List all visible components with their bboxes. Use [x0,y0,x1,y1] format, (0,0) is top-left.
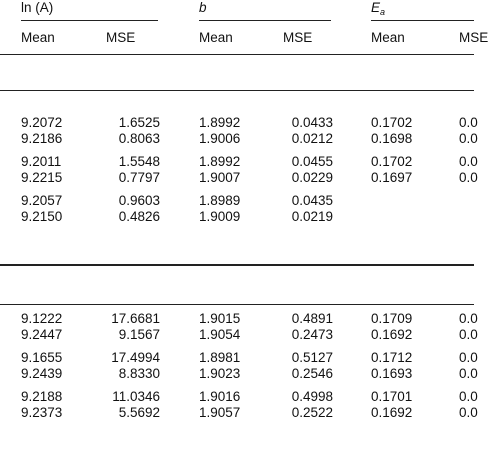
table-cell: 9.2447 [21,327,63,342]
table-cell: 0.4998 [291,389,333,404]
table-cell: 9.1567 [118,327,160,342]
section-1-top-rule [0,90,474,91]
table-cell: 0.0 [459,170,478,185]
subheader-mean-3: Mean [371,30,405,45]
table-cell: 0.7797 [118,170,160,185]
table-cell: 8.8330 [118,366,160,381]
table-cell: 1.8992 [199,115,241,130]
header-ea [371,0,385,20]
table-cell: 0.0455 [291,154,333,169]
header-ea-sub: a [380,7,386,17]
table-cell: 0.2473 [291,327,333,342]
table-cell: 9.2439 [21,366,63,381]
table-cell: 1.9007 [199,170,241,185]
table-cell: 9.2011 [21,154,62,169]
table-cell: 0.0 [459,327,478,342]
table-cell: 0.0 [459,131,478,146]
table-cell: 0.1693 [371,366,413,381]
table-cell: 0.0212 [291,131,333,146]
table-cell: 0.1698 [371,131,413,146]
table-cell: 0.1712 [371,350,413,365]
table-cell: 0.0 [459,115,478,130]
table-cell: 0.0 [459,350,478,365]
subheader-mse-3: MSE [459,30,488,45]
table-cell: 0.0 [459,389,478,404]
table-cell: 1.5548 [118,154,160,169]
header-ea-base: E [371,0,381,15]
table-cell: 9.2373 [21,405,63,420]
table-cell: 0.0 [459,405,478,420]
header-rule-2 [199,20,331,21]
table-cell: 0.5127 [291,350,333,365]
subheader-rule [0,54,474,55]
table-cell: 9.2072 [21,115,63,130]
table-cell: 0.4891 [291,311,333,326]
table-cell: 0.1697 [371,170,413,185]
table-cell: 0.0219 [291,209,333,224]
table-cell: 0.0229 [291,170,333,185]
table-cell: 0.0 [459,311,478,326]
table-cell: 0.1702 [371,115,413,130]
table-cell: 0.8063 [118,131,160,146]
table-cell: 0.1709 [371,311,413,326]
table-cell: 1.9006 [199,131,241,146]
table-cell: 0.4826 [118,209,160,224]
table-cell: 9.2215 [21,170,63,185]
subheader-mse-1: MSE [106,30,136,45]
header-rule-1 [21,20,158,21]
table-cell: 1.6525 [118,115,160,130]
table-cell: 1.8989 [199,193,241,208]
table-cell: 9.2150 [21,209,63,224]
table-cell: 0.1692 [371,327,413,342]
header-rule-3 [371,20,474,21]
table-cell: 1.9057 [199,405,241,420]
table-cell: 1.8992 [199,154,241,169]
table-cell: 0.0433 [291,115,333,130]
table-cell: 17.6681 [111,311,160,326]
table-cell: 0.1702 [371,154,413,169]
table-cell: 9.2057 [21,193,63,208]
section-2-top-rule [0,304,474,305]
subheader-mean-1: Mean [21,30,55,45]
table-cell: 0.0 [459,366,478,381]
header-ln-a: ln (A) [21,0,54,15]
table-cell: 9.1655 [21,350,63,365]
header-b: b [199,0,207,15]
table-cell: 0.2546 [291,366,333,381]
table-cell: 1.8981 [199,350,241,365]
table-cell: 0.2522 [291,405,333,420]
table-cell: 0.1701 [371,389,413,404]
table-cell: 1.9009 [199,209,241,224]
table-cell: 1.9054 [199,327,241,342]
table-cell: 9.2186 [21,131,63,146]
table-cell: 9.2188 [21,389,63,404]
subheader-mean-2: Mean [199,30,233,45]
section-divider-rule [0,264,474,266]
table-cell: 1.9016 [199,389,241,404]
table-cell: 1.9015 [199,311,241,326]
table-cell: 17.4994 [111,350,160,365]
table-cell: 5.5692 [118,405,160,420]
table-cell: 0.1692 [371,405,413,420]
table-cell: 0.0435 [291,193,333,208]
table-cell: 11.0346 [112,389,160,404]
table-cell: 1.9023 [199,366,241,381]
subheader-mse-2: MSE [283,30,313,45]
table-cell: 9.1222 [21,311,63,326]
table-cell: 0.0 [459,154,478,169]
table-cell: 0.9603 [118,193,160,208]
